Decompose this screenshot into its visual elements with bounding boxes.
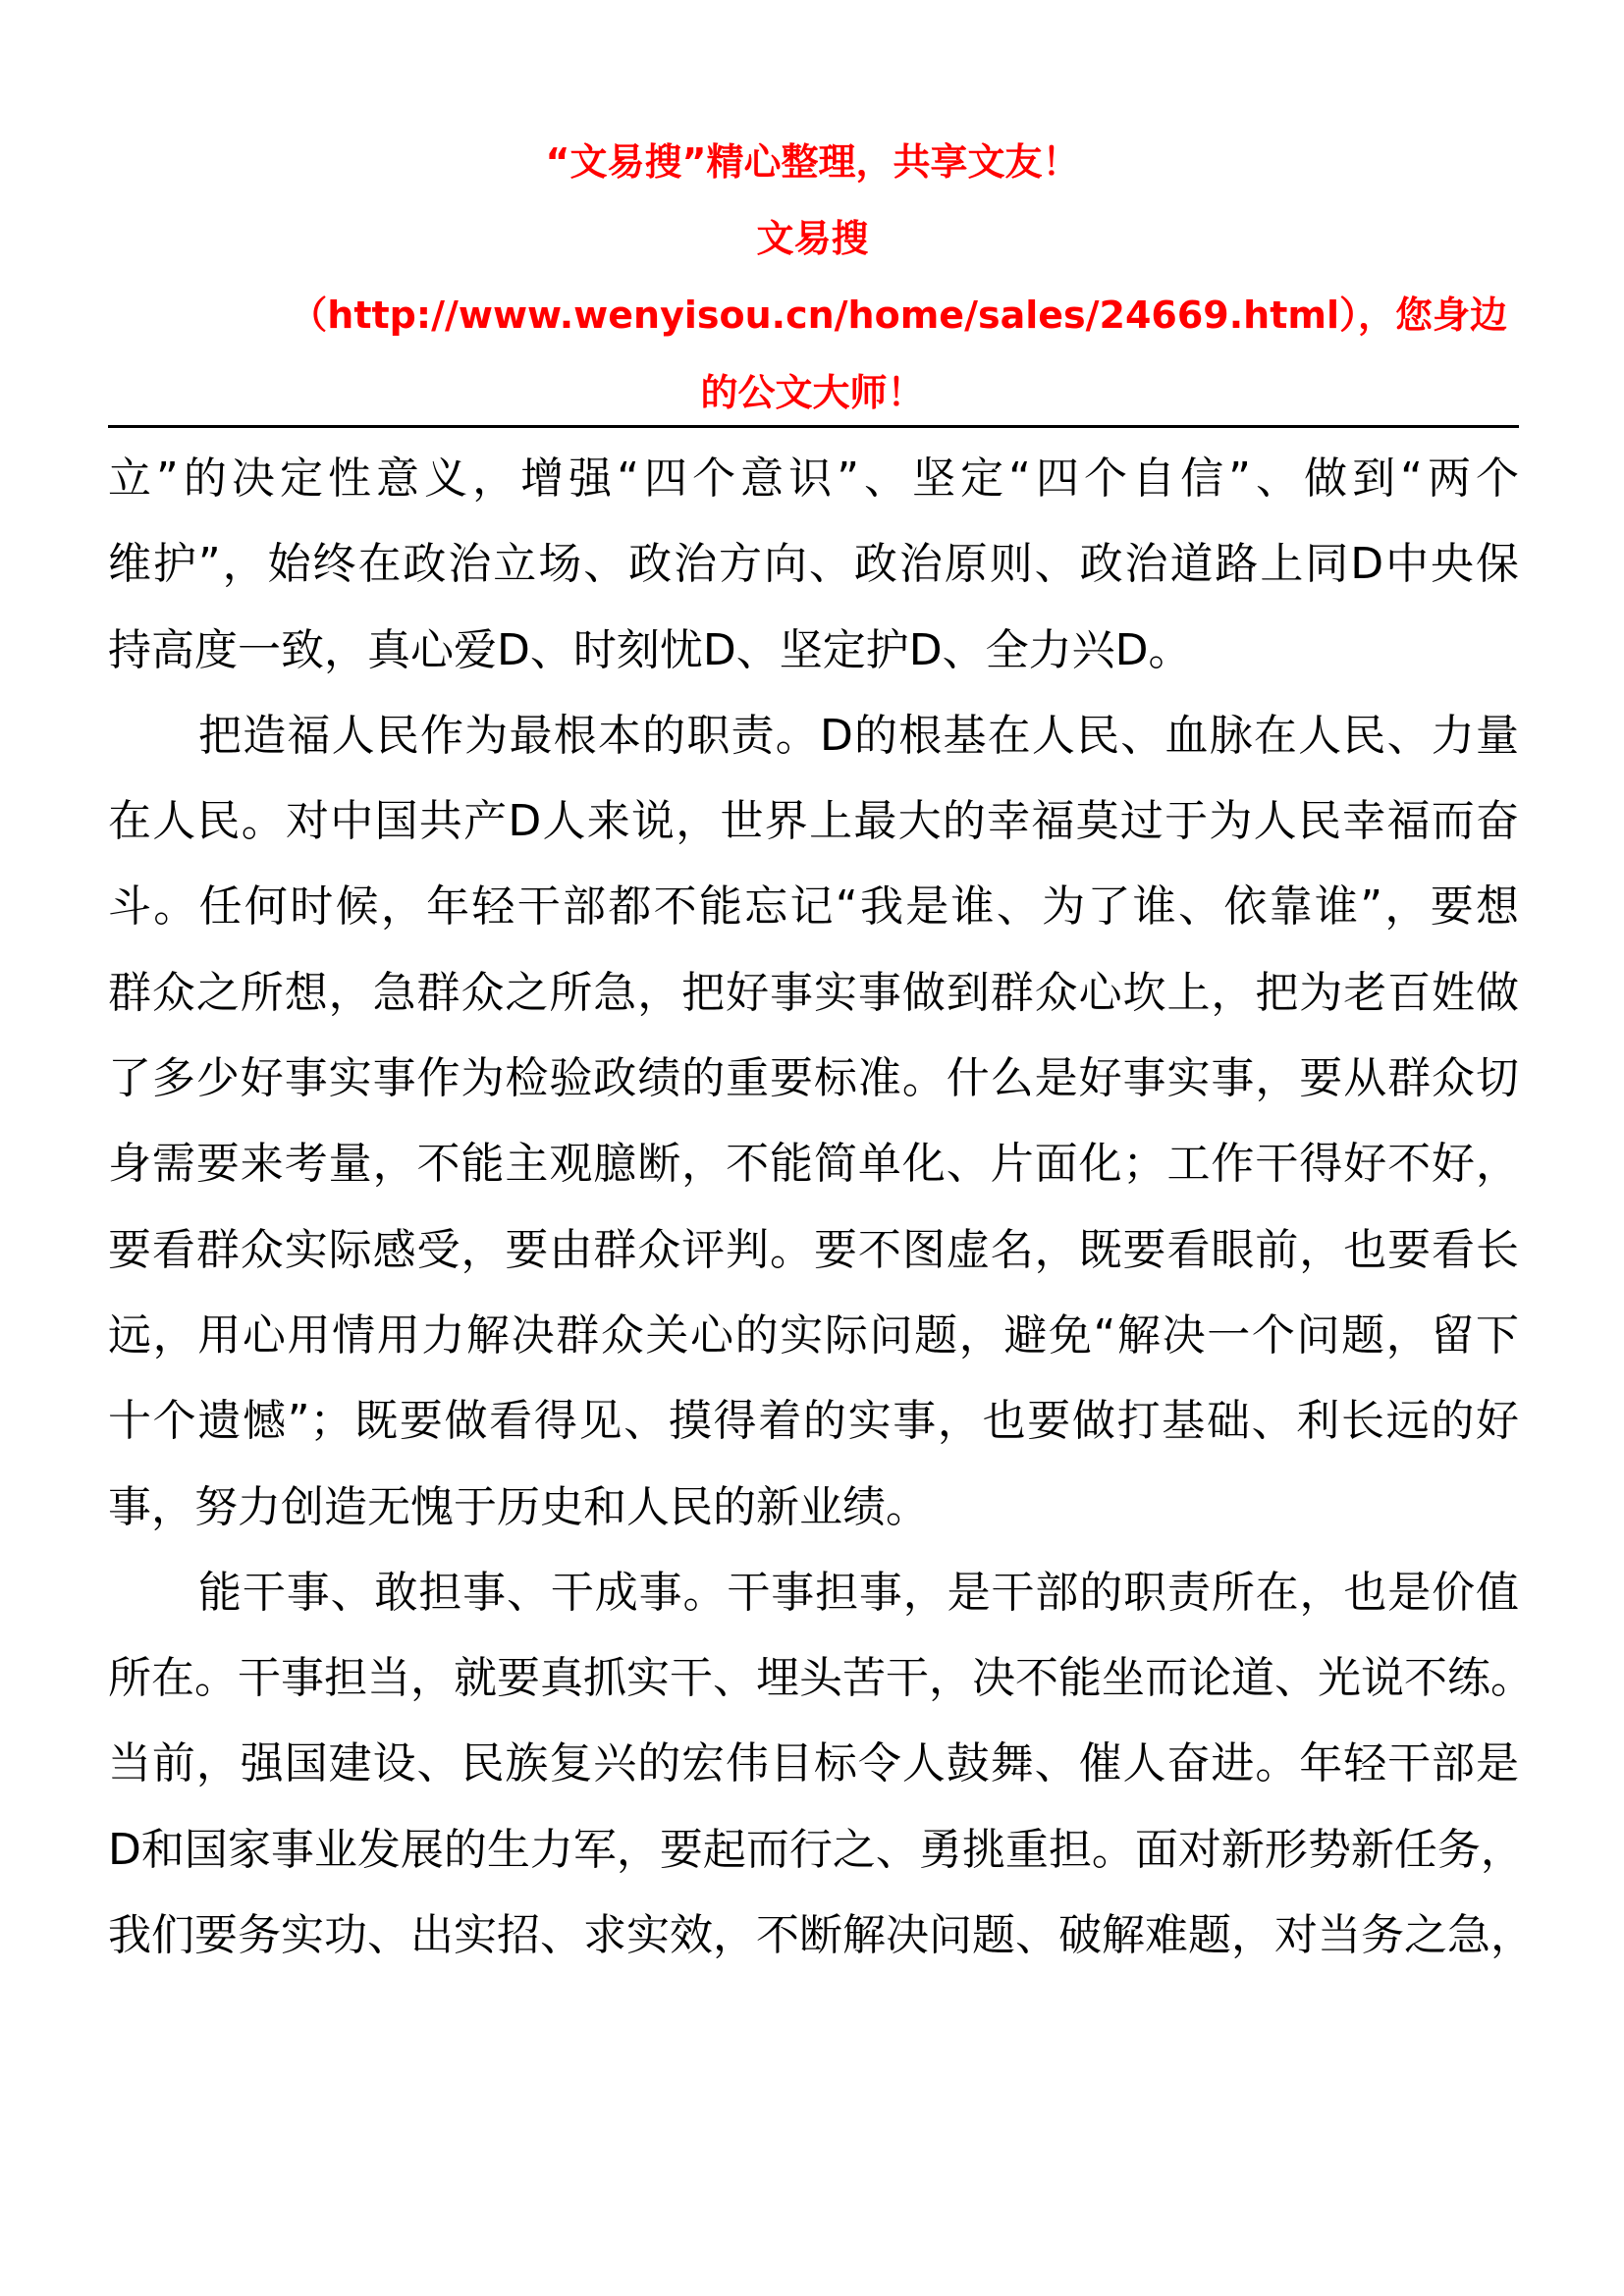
text-line: 身需要来考量，不能主观臆断，不能简单化、片面化；工作干得好不好， <box>108 1139 1519 1190</box>
header-slogan: “文易搜”精心整理，共享文友！ <box>545 140 1080 184</box>
text-line: 我们要务实功、出实招、求实效，不断解决问题、破解难题，对当务之急， <box>108 1910 1534 1961</box>
text-line: 能干事、敢担事、干成事。干事担事，是干部的职责所在，也是价值 <box>198 1567 1519 1618</box>
text-line: 维护”，始终在政治立场、政治方向、政治原则、政治道路上同D中央保 <box>108 539 1519 590</box>
text-line: 事，努力创造无愧于历史和人民的新业绩。 <box>108 1481 929 1532</box>
text-line: 群众之所想，急群众之所急，把好事实事做到群众心坎上，把为老百姓做 <box>108 967 1519 1018</box>
text-line: 当前，强国建设、民族复兴的宏伟目标令人鼓舞、催人奋进。年轻干部是 <box>108 1738 1519 1789</box>
text-line: 斗。任何时候，年轻干部都不能忘记“我是谁、为了谁、依靠谁”，要想 <box>108 881 1519 933</box>
header-brand: 文易搜 <box>756 217 869 260</box>
text-line: 远，用心用情用力解决群众关心的实际问题，避免“解决一个问题，留下 <box>108 1309 1519 1361</box>
text-line: 把造福人民作为最根本的职责。D的根基在人民、血脉在人民、力量 <box>198 710 1519 761</box>
text-line: 了多少好事实事作为检验政绩的重要标准。什么是好事实事，要从群众切 <box>108 1053 1519 1104</box>
header-divider <box>108 425 1519 428</box>
header-url-line[interactable]: （http://www.wenyisou.cn/home/sales/24669.html），您身边 <box>290 294 1507 337</box>
text-line: 十个遗憾”；既要做看得见、摸得着的实事，也要做打基础、利长远的好 <box>108 1396 1519 1447</box>
text-line: 持高度一致，真心爱D、时刻忧D、坚定护D、全力兴D。 <box>108 624 1192 675</box>
text-line: 立”的决定性意义，增强“四个意识”、坚定“四个自信”、做到“两个 <box>108 454 1519 504</box>
text-line: 要看群众实际感受，要由群众评判。要不图虚名，既要看眼前，也要看长 <box>108 1224 1519 1275</box>
text-line: 在人民。对中国共产D人来说，世界上最大的幸福莫过于为人民幸福而奋 <box>108 796 1519 847</box>
document-body <box>108 450 1534 1992</box>
text-line: 所在。干事担当，就要真抓实干、埋头苦干，决不能坐而论道、光说不练。 <box>108 1653 1534 1704</box>
header-tagline: 的公文大师！ <box>700 371 925 414</box>
text-line: D和国家事业发展的生力军，要起而行之、勇挑重担。面对新形势新任务， <box>108 1824 1524 1875</box>
